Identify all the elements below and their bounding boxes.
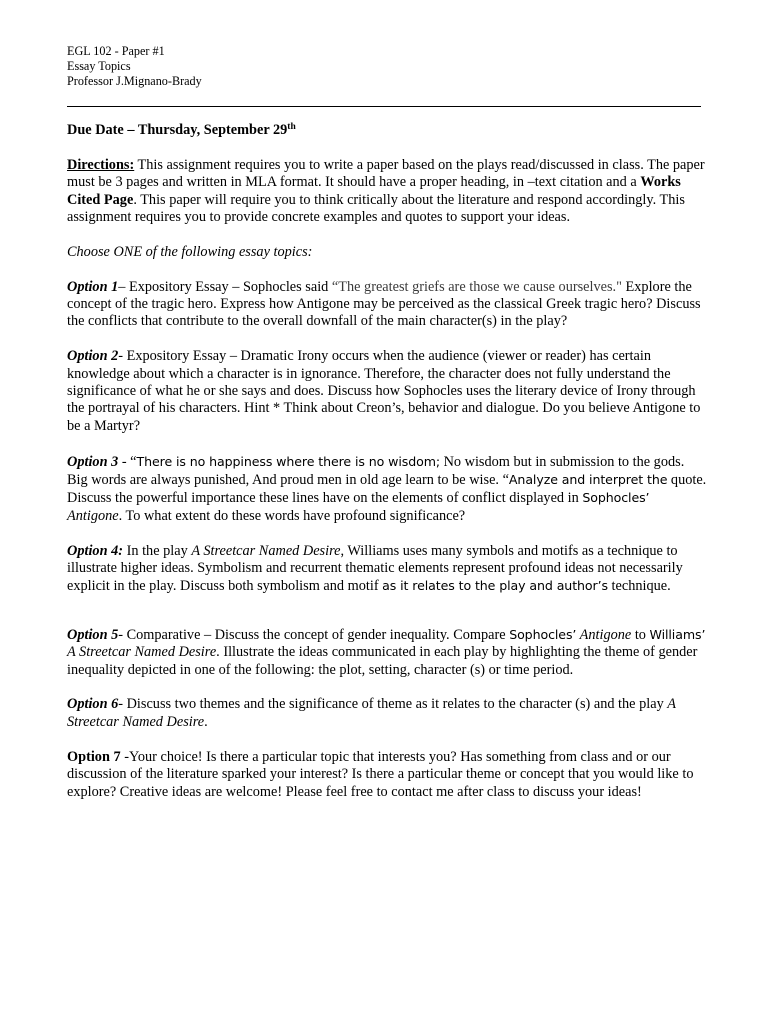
choose-instruction: Choose ONE of the following essay topics: <box>67 243 313 260</box>
option-7-label: Option 7 <box>67 748 121 765</box>
document-body <box>67 122 707 801</box>
option-4-label: Option 4 <box>67 542 119 559</box>
option-7: Option 7 -Your choice! Is there a particular topic that interests you? Has something from class and or our discussion of the literature sparked your interest? Is there a particular theme or concept that you would like to explore? Creative ideas are welcome! Please feel free to contact me after class to discuss your ideas! <box>67 748 694 800</box>
option-1: Option 1– Expository Essay – Sophocles said “The greatest griefs are those we cause ourselves." Explore the concept of the tragic hero. Express how Antigone may be perceived as the classical Greek tragic hero? Discuss the conflicts that contribute to the overall downfall of the main character(s) in the play? <box>67 278 701 330</box>
subtitle-line: Essay Topics <box>67 59 131 73</box>
option-3: Option 3 - “There is no happiness where there is no wisdom; No wisdom but in submission to the gods. Big words are always punished, And proud men in old age learn to be wise. “Analyze and interpret the quote. Discuss the powerful importance these lines have on the elements of conflict displayed in Sophocles’ Antigone. To what extent do these words have profound significance? <box>67 453 707 524</box>
option-6-label: Option 6 <box>67 696 119 713</box>
course-line: EGL 102 - Paper #1 <box>67 44 165 58</box>
professor-line: Professor J.Mignano-Brady <box>67 74 202 88</box>
option-2-label: Option 2 <box>67 348 119 365</box>
option-3-label: Option 3 <box>67 453 119 470</box>
due-date: Due Date – Thursday, September 29th <box>67 122 296 138</box>
option-5: Option 5- Comparative – Discuss the concept of gender inequality. Compare Sophocles’ Antigone to Williams’ A Streetcar Named Desire. Illustrate the ideas communicated in each play by highlighting the theme of gender inequality depicted in one of the following: the plot, setting, character (s) or time period. <box>67 626 706 678</box>
option-6: Option 6- Discuss two themes and the significance of theme as it relates to the character (s) and the play A Streetcar Named Desire. <box>67 696 676 730</box>
directions-paragraph: Directions: This assignment requires you to write a paper based on the plays read/discussed in class. The paper must be 3 pages and written in MLA format. It should have a proper heading, in –text citation and a Works Cited Page. This paper will require you to think critically about the literature and respond accordingly. This assignment requires you to provide concrete examples and quotes to support your ideas. <box>67 156 705 226</box>
option-2: Option 2- Expository Essay – Dramatic Irony occurs when the audience (viewer or reader) has certain knowledge about which a character is in ignorance. Therefore, the character does not fully understand the significance of what he or she says and does. Discuss how Sophocles uses the literary device of Irony through the portrayal of his characters. Hint * Think about Creon’s, behavior and dialogue. Do you believe Antigone to be a Martyr? <box>67 348 701 434</box>
works-cited-label: Works Cited Page <box>67 174 681 208</box>
document-header <box>67 44 202 89</box>
directions-label: Directions: <box>67 156 135 173</box>
header-divider <box>67 106 701 107</box>
option-4: Option 4: In the play A Streetcar Named Desire, Williams uses many symbols and motifs as a technique to illustrate higher ideas. Symbolism and recurrent thematic elements represent profound ideas not necessarily explicit in the play. Discuss both symbolism and motif as it relates to the play and author’s technique. <box>67 542 683 595</box>
option-5-label: Option 5 <box>67 626 119 643</box>
option-1-quote: “The greatest griefs are those we cause ourselves." <box>331 278 622 295</box>
option-1-label: Option 1 <box>67 278 119 295</box>
